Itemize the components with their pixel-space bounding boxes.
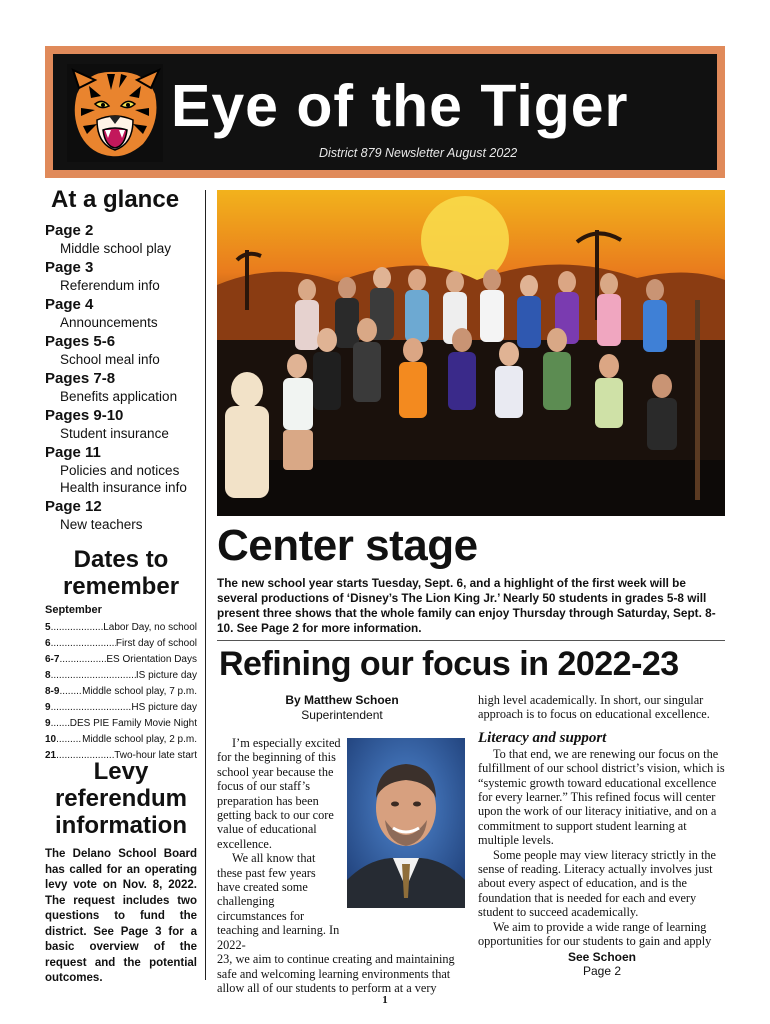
date-event: DES PIE Family Movie Night (69, 718, 197, 729)
glance-item (45, 222, 205, 257)
date-event: Labor Day, no school (103, 622, 197, 633)
dates-list (45, 620, 197, 764)
article-paragraph: 23, we aim to continue creating and maintaining safe and welcoming learning environments that allow all of our students to perform at a very (217, 952, 455, 995)
at-a-glance-heading: At a glance (51, 186, 180, 213)
levy-body: The Delano School Board has called for an operating levy vote on Nov. 8, 2022. The request includes two questions to fund the district. See Page 3 for a basic overview of the request and the potential outcomes. (45, 848, 197, 984)
continued-reference (478, 950, 726, 978)
levy-heading (45, 758, 197, 839)
glance-item (45, 370, 205, 405)
newsletter-title: Eye of the Tiger (171, 73, 629, 139)
date-day: 9 (45, 702, 51, 713)
dates-heading-line2: remember (62, 573, 180, 600)
article-paragraph: We aim to provide a wide range of learning opportunities for our students to gain and apply (478, 919, 712, 949)
date-event: ES Orientation Days (106, 654, 197, 665)
glance-page-label: Page 2 (45, 222, 94, 239)
date-event: IS picture day (135, 670, 197, 681)
article-paragraph: To that end, we are renewing our focus on the fulfillment of our school district’s vision, which is “systemic growth toward educational excellence for every learner.” This refined focus will center upon the work of our literacy initiative, and on a commitment to support student learning at multiple levels. (478, 746, 725, 848)
dates-heading (45, 546, 197, 600)
leader-dots (56, 732, 82, 748)
date-day: 10 (45, 734, 57, 745)
tiger-head-icon (67, 64, 163, 162)
date-row (45, 668, 197, 684)
glance-page-label: Pages 5-6 (45, 333, 116, 350)
leader-dots (51, 700, 132, 716)
date-row (45, 716, 197, 732)
center-stage-summary: The new school year starts Tuesday, Sept. 6, and a highlight of the first week will be several productions of ‘Disney’s The Lion King Jr.’ Nearly 50 students in grades 5-8 will present three shows that the whole family can enjoy Thursday through Saturday, Sept. 8-10. See Page 2 for more information. (217, 576, 716, 635)
date-day: 6-7 (45, 654, 60, 665)
glance-page-label: Page 11 (45, 444, 101, 461)
masthead-frame (45, 46, 725, 178)
leader-dots (59, 652, 106, 668)
article-paragraph: I’m especially excited for the beginning of this school year because the focus of our staff’s preparation has been getting back to our core value of educational excellence. (217, 736, 341, 851)
sidebar (45, 186, 197, 986)
date-event: Two-hour late start (114, 750, 197, 761)
byline-author: By Matthew Schoen (285, 693, 399, 707)
glance-topic: Benefits application (60, 389, 178, 404)
date-row (45, 732, 197, 748)
date-event: Middle school play, 2 p.m. (82, 734, 197, 745)
glance-item (45, 407, 205, 442)
glance-topic: School meal info (60, 352, 160, 367)
article-column-right (478, 693, 726, 978)
date-row (45, 636, 197, 652)
cast-group-photo (217, 190, 725, 516)
leader-dots (59, 684, 82, 700)
newsletter-subtitle: District 879 Newsletter August 2022 (319, 146, 518, 160)
leader-dots (51, 716, 70, 732)
glance-topic: Announcements (60, 315, 158, 330)
glance-topic: New teachers (60, 517, 143, 532)
glance-item (45, 444, 205, 496)
date-row (45, 684, 197, 700)
article-paragraph: high level academically. In short, our singular approach is to focus on educational excellence. (478, 693, 710, 722)
glance-page-label: Page 3 (45, 259, 94, 276)
date-row (45, 620, 197, 636)
levy-heading-line2: referendum (54, 785, 188, 812)
masthead (53, 54, 717, 170)
article-byline (217, 693, 467, 723)
dates-month: September (45, 604, 102, 616)
center-stage-headline: Center stage (217, 521, 478, 570)
date-day: 5 (45, 622, 51, 633)
date-day: 9 (45, 718, 51, 729)
glance-page-label: Page 12 (45, 498, 102, 515)
date-row (45, 700, 197, 716)
levy-heading-line1: Levy (93, 758, 149, 785)
dates-heading-line1: Dates to (73, 546, 169, 573)
leader-dots (51, 636, 116, 652)
at-a-glance-list (45, 222, 205, 535)
glance-item (45, 259, 205, 294)
glance-topic: Student insurance (60, 426, 169, 441)
leader-dots (51, 668, 136, 684)
glance-topic: Policies and notices (60, 463, 180, 478)
leader-dots (51, 620, 104, 636)
superintendent-portrait (347, 738, 465, 908)
glance-topic: Health insurance info (60, 480, 187, 495)
article-paragraph: We all know that these past few years have created some challenging circumstances for teaching and learning. In 2022- (217, 851, 340, 952)
glance-page-label: Pages 9-10 (45, 407, 124, 424)
page-number: 1 (382, 994, 388, 1006)
glance-topic: Middle school play (60, 241, 172, 256)
glance-topic: Referendum info (60, 278, 160, 293)
date-day: 6 (45, 638, 51, 649)
glance-item (45, 498, 205, 533)
continued-page: Page 2 (582, 963, 622, 978)
glance-page-label: Page 4 (45, 296, 94, 313)
continued-see: See Schoen (567, 949, 637, 964)
glance-item (45, 296, 205, 331)
section-divider (217, 640, 725, 641)
date-event: First day of school (115, 638, 197, 649)
date-event: Middle school play, 7 p.m. (82, 686, 197, 697)
levy-heading-line3: information (55, 812, 187, 839)
article-subheading: Literacy and support (478, 729, 607, 746)
date-day: 21 (45, 750, 57, 761)
date-event: HS picture day (131, 702, 197, 713)
article-paragraph: Some people may view literacy strictly in the sense of reading. Literacy actually involves just about every aspect of education, and is the foundation that is needed for each and every student to succeed academically. (478, 847, 716, 920)
sidebar-divider (205, 190, 206, 980)
article-headline: Refining our focus in 2022-23 (219, 645, 679, 683)
byline-role: Superintendent (301, 708, 383, 722)
date-row (45, 652, 197, 668)
glance-page-label: Pages 7-8 (45, 370, 116, 387)
glance-item (45, 333, 205, 368)
date-day: 8-9 (45, 686, 60, 697)
date-day: 8 (45, 670, 51, 681)
